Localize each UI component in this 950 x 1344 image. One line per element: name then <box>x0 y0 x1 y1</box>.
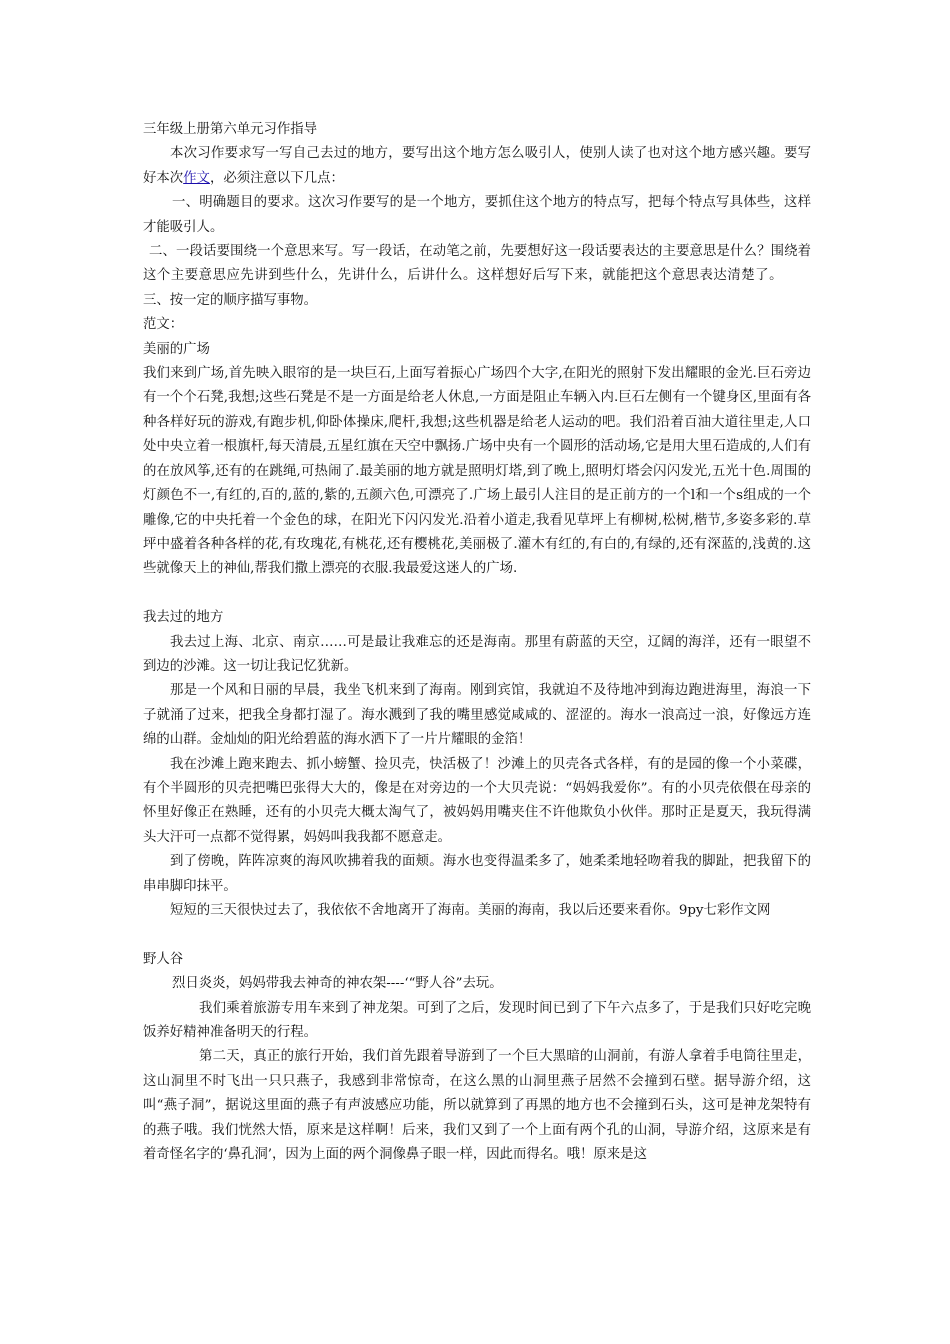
point-2 <box>143 240 811 313</box>
essay1-title: 美丽的广场 <box>143 341 210 357</box>
sample-label: 范文： <box>143 317 184 333</box>
essay3-paragraph-3: 第二天，真正的旅行开始，我们首先跟着导游到了一个巨大黑暗的山洞前，有游人拿着手电筒往里走，这山洞里不时飞出一只只燕子，我感到非常惊奇，在这么黑的山洞里燕子居然不会撞到石壁。据导游介绍，这叫“燕子洞”，据说这里面的燕子有声波感应功能，所以就算到了再黑的地方也不会撞到石头，这可是神龙架特有的燕子哦。我们恍然大悟，原来是这样啊！后来，我们又到了一个上面有两个孔的山洞，导游介绍，这原来是有着奇怪名字的‘鼻孔洞’，因为上面的两个洞像鼻子眼一样，因此而得名。哦！原来是这 <box>143 1049 811 1163</box>
document-page <box>143 118 811 1167</box>
intro-text-a: 本次习作要求写一写自己去过的地方，要写出这个地方怎么吸引人，使别人读了也对这个地方感兴趣。要写好本次 <box>143 146 811 186</box>
point-2-text: 二、一段话要围绕一个意思来写。写一段话，在动笔之前，先要想好这一段话要表达的主要意思是什么？围绕着这个主要意思应先讲到些什么，先讲什么，后讲什么。这样想好后写下来，就能把这个意思表达清楚了。 <box>143 244 811 284</box>
essay2-paragraph-4: 到了傍晚，阵阵凉爽的海风吹拂着我的面颊。海水也变得温柔多了，她柔柔地轻吻着我的脚趾，把我留下的串串脚印抹平。 <box>143 854 811 894</box>
intro-text-b: ，必须注意以下几点： <box>209 170 344 186</box>
essay3-paragraph-1: 烈日炎炎，妈妈带我去神奇的神农架----‘“野人谷”去玩。 <box>172 976 503 992</box>
essay-link[interactable]: 作文 <box>183 170 210 186</box>
point-3: 三、按一定的顺序描写事物。 <box>143 292 318 308</box>
point-1: 一、明确题目的要求。这次习作要写的是一个地方，要抓住这个地方的特点写，把每个特点写具体些，这样才能吸引人。 <box>143 195 811 235</box>
essay3-paragraph-2: 我们乘着旅游专用车来到了神龙架。可到了之后，发现时间已到了下午六点多了，于是我们只好吃完晚饭养好精神准备明天的行程。 <box>143 1000 811 1040</box>
essay3-title: 野人谷 <box>143 951 184 967</box>
essay2-paragraph-1: 我去过上海、北京、南京……可是最让我难忘的还是海南。那里有蔚蓝的天空，辽阔的海洋，还有一眼望不到边的沙滩。这一切让我记忆犹新。 <box>143 634 811 674</box>
document-title: 三年级上册第六单元习作指导 <box>143 122 318 137</box>
essay2-paragraph-2: 那是一个风和日丽的早晨，我坐飞机来到了海南。刚到宾馆，我就迫不及待地冲到海边跑进海里，海浪一下子就涌了过来，把我全身都打湿了。海水溅到了我的嘴里感觉咸咸的、涩涩的。海水一浪高过一浪，好像远方连绵的山群。金灿灿的阳光给碧蓝的海水洒下了一片片耀眼的金箔！ <box>143 683 811 748</box>
spacer <box>143 582 811 606</box>
intro-paragraph <box>143 142 811 191</box>
essay2-paragraph-5: 短短的三天很快过去了，我依依不舍地离开了海南。美丽的海南，我以后还要来看你。9py七彩作文网 <box>170 902 771 918</box>
essay1-body: 我们来到广场,首先映入眼帘的是一块巨石,上面写着振心广场四个大字,在阳光的照射下发出耀眼的金光.巨石旁边有一个个石凳,我想;这些石凳是不是一方面是给老人休息,一方面是阻止车辆入内.巨石左侧有一个键身区,里面有各种各样好玩的游戏,有跑步机,仰卧体操床,爬杆,我想;这些机器是给老人运动的吧。我们沿着百油大道往里走,人口处中央立着一根旗杆,每天清晨,五星红旗在天空中飘扬.广场中央有一个圆形的活动场,它是用大里石造成的,人们有的在放风筝,还有的在跳绳,可热闹了.最美丽的地方就是照明灯塔,到了晚上,照明灯塔会闪闪发光,五光十色.周围的灯颜色不一,有红的,百的,蓝的,紫的,五颜六色,可漂亮了.广场上最引人注目的是正前方的一个l和一个s组成的一个雕像,它的中央托着一个金色的球，在阳光下闪闪发光.沿着小道走,我看见草坪上有柳树,松树,楷节,多姿多彩的.草坪中盛着各种各样的花,有玫瑰花,有桃花,还有樱桃花,美丽极了.灌木有红的,有白的,有绿的,还有深蓝的,浅黄的.这些就像天上的神仙,帮我们撒上漂亮的衣服.我最爱这迷人的广场. <box>143 366 811 577</box>
essay2-title: 我去过的地方 <box>143 610 224 626</box>
essay2-paragraph-3: 我在沙滩上跑来跑去、抓小螃蟹、捡贝壳，快活极了！沙滩上的贝壳各式各样，有的是园的像一个小菜碟，有个半圆形的贝壳把嘴巴张得大大的，像是在对旁边的一个大贝壳说：“妈妈我爱你”。有的小贝壳依偎在母亲的怀里好像正在熟睡，还有的小贝壳大概太淘气了，被妈妈用嘴夹住不许他欺负小伙伴。那时正是夏天，我玩得满头大汗可一点都不觉得累，妈妈叫我我都不愿意走。 <box>143 756 811 845</box>
spacer <box>143 923 811 947</box>
